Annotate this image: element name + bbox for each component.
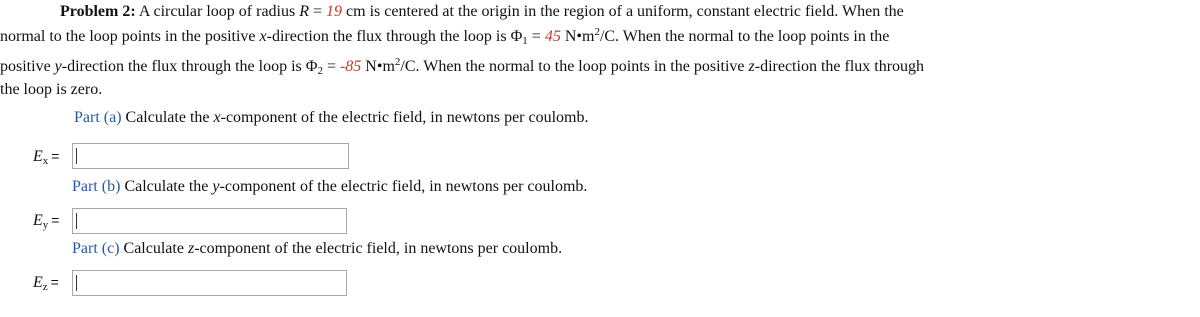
text-cursor <box>76 148 77 164</box>
flux1-value: 45 <box>544 28 561 45</box>
equals-sign: = <box>527 28 545 45</box>
text-cursor <box>76 213 77 229</box>
axis-symbol: x <box>259 28 267 45</box>
unit-superscript: 2 <box>394 56 401 68</box>
ez-variable-label <box>33 272 59 293</box>
part-c-text: -component of the electric field, in newtons per coulomb. <box>194 240 563 257</box>
problem-text: the loop is zero. <box>0 81 103 98</box>
equals-sign: = <box>50 274 59 290</box>
flux2-value: -85 <box>339 58 362 75</box>
unit-text: N•m <box>361 58 395 75</box>
part-a-prompt <box>74 108 589 128</box>
ex-answer-input[interactable] <box>72 143 349 169</box>
problem-text: cm is centered at the origin in the region of a uniform, constant electric field. When the <box>342 3 904 20</box>
axis-symbol: x <box>213 109 221 126</box>
problem-number: Problem 2: <box>60 3 136 20</box>
variable-subscript: z <box>42 281 48 293</box>
flux-subscript: 1 <box>522 35 528 47</box>
problem-line-2 <box>0 27 889 47</box>
axis-symbol: y <box>212 178 220 195</box>
part-a-text: -component of the electric field, in newtons per coulomb. <box>220 109 589 126</box>
axis-symbol: z <box>187 240 195 257</box>
axis-symbol: z <box>748 58 755 75</box>
ez-answer-input[interactable] <box>72 270 347 296</box>
flux-subscript: 2 <box>317 65 323 77</box>
variable-symbol: E <box>33 212 43 229</box>
equals-sign: = <box>322 58 340 75</box>
equals-sign: = <box>309 3 327 20</box>
equals-sign: = <box>51 212 60 228</box>
variable-symbol: E <box>33 274 43 291</box>
part-c-label: Part (c) <box>72 240 120 257</box>
problem-text: normal to the loop points in the positive <box>0 28 260 45</box>
radius-value: 19 <box>326 3 343 20</box>
variable-symbol: E <box>33 148 43 165</box>
equals-sign: = <box>51 148 60 164</box>
part-b-label: Part (b) <box>72 178 121 195</box>
variable-subscript: y <box>42 219 49 231</box>
unit-text: N•m <box>560 28 595 45</box>
problem-text: -direction the flux through the loop is Φ <box>61 58 318 75</box>
problem-text: -direction the flux through the loop is Φ <box>266 28 523 45</box>
axis-symbol: y <box>54 58 62 75</box>
problem-text: -direction the flux through <box>754 58 925 75</box>
problem-line-3 <box>0 57 924 77</box>
ey-answer-input[interactable] <box>72 208 347 234</box>
text-cursor <box>76 275 77 291</box>
problem-text: /C. When the normal to the loop points in the <box>599 28 890 45</box>
unit-superscript: 2 <box>594 26 600 38</box>
part-b-prompt <box>72 177 587 197</box>
ex-variable-label <box>33 146 59 167</box>
part-a-label: Part (a) <box>74 109 122 126</box>
part-b-text: Calculate the <box>120 178 213 195</box>
part-b-text: -component of the electric field, in newtons per coulomb. <box>219 178 588 195</box>
part-c-text: Calculate <box>119 240 188 257</box>
part-a-text: Calculate the <box>121 109 214 126</box>
problem-line-4 <box>0 80 102 100</box>
variable-subscript: x <box>42 155 49 167</box>
ey-variable-label <box>33 210 59 231</box>
problem-text: /C. When the normal to the loop points in the positive <box>400 58 749 75</box>
problem-text: positive <box>0 58 55 75</box>
radius-symbol: R <box>299 3 309 20</box>
problem-line-1 <box>60 2 904 22</box>
problem-text: A circular loop of radius <box>138 3 300 20</box>
part-c-prompt <box>72 239 562 259</box>
